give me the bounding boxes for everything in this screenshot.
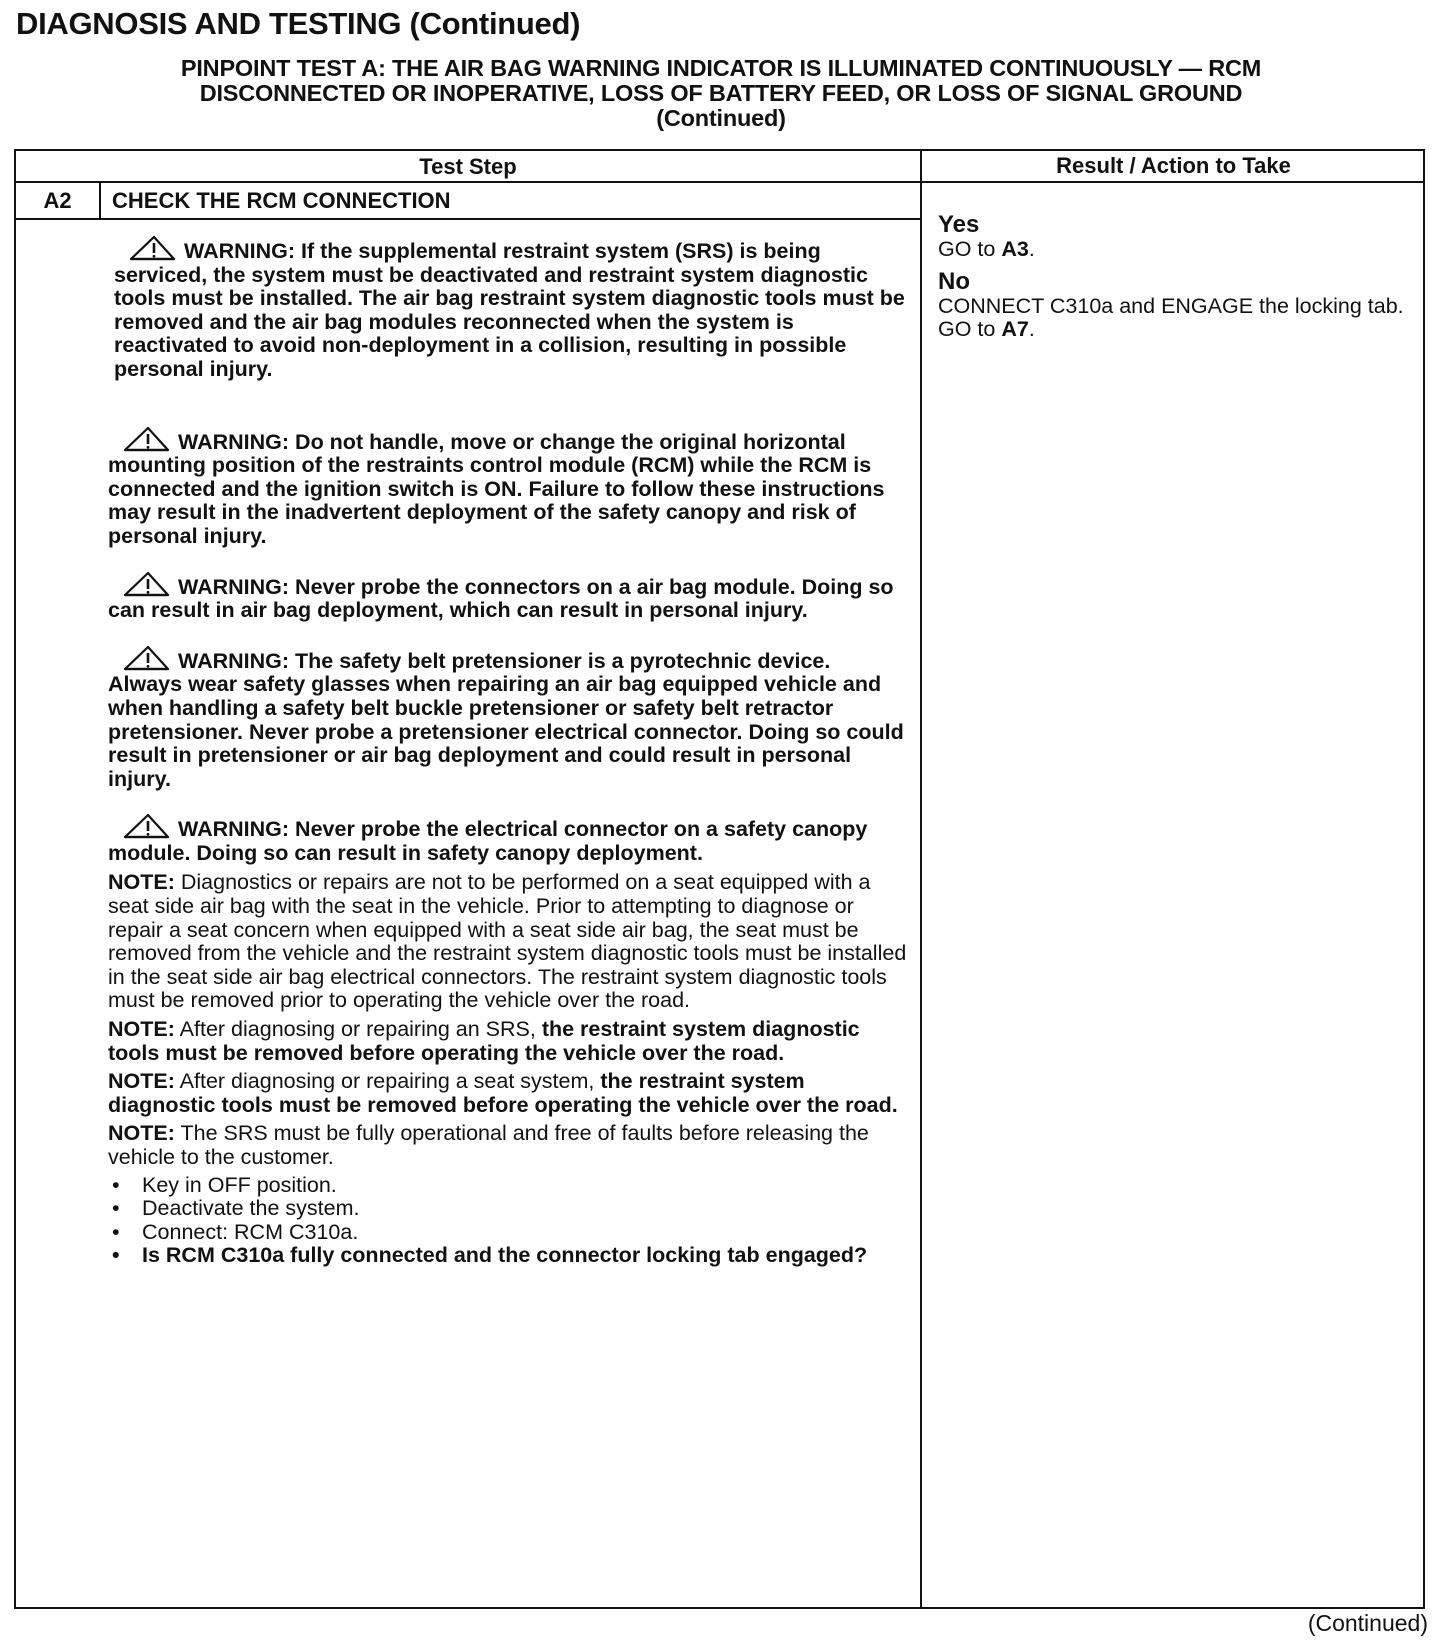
- list-item: • Connect: RCM C310a.: [108, 1221, 908, 1245]
- action-text: GO to: [938, 237, 1002, 261]
- action-punct: .: [1028, 317, 1035, 342]
- note-after-srs: [108, 1018, 908, 1065]
- note-text: After diagnosing or repairing a seat system,: [174, 1069, 601, 1094]
- subtitle-line-3: (Continued): [656, 105, 786, 131]
- test-table: [14, 149, 1425, 1609]
- warning-safety-canopy: [108, 813, 908, 865]
- procedure-list: [108, 1174, 908, 1268]
- note-label: NOTE:: [108, 1017, 175, 1042]
- step-title: CHECK THE RCM CONNECTION: [112, 188, 451, 213]
- warning-text: WARNING: If the supplemental restraint system (SRS) is being serviced, the system must be deactivated and restraint system diagnostic tools must be installed. The air bag restraint system diagnostic tools must be removed and the air bag modules reconnected when the system is reactivated to avoid non-deployment in a collision, resulting in possible personal injury.: [114, 239, 905, 381]
- column-header-result: Result / Action to Take: [1056, 153, 1291, 178]
- column-divider: [920, 151, 922, 1607]
- action-text: CONNECT C310a and ENGAGE the locking tab. GO to: [938, 293, 1404, 342]
- step-title-divider: [16, 218, 920, 220]
- note-text: The SRS must be fully operational and free of faults before releasing the vehicle to the customer.: [108, 1121, 869, 1169]
- subtitle-line-1: PINPOINT TEST A: THE AIR BAG WARNING INDICATOR IS ILLUMINATED CONTINUOUSLY — RCM: [180, 55, 1262, 81]
- note-after-seat: [108, 1070, 908, 1117]
- warning-airbag-probe: [108, 571, 908, 623]
- list-item: • Deactivate the system.: [108, 1197, 908, 1221]
- result-yes-label: Yes: [938, 211, 980, 238]
- note-seat-side-airbag: [108, 871, 908, 1013]
- page-title: DIAGNOSIS AND TESTING (Continued): [16, 6, 581, 41]
- step-reference-a3: A3: [1001, 237, 1029, 261]
- warning-text: WARNING: Never probe the electrical connector on a safety canopy module. Doing so can result in safety canopy deployment.: [108, 817, 868, 865]
- warning-srs-service: [114, 235, 908, 382]
- note-srs-operational: [108, 1122, 908, 1169]
- pinpoint-test-heading: [16, 56, 1426, 131]
- step-reference-a7: A7: [1001, 317, 1029, 342]
- note-text: After diagnosing or repairing an SRS,: [174, 1017, 542, 1042]
- column-header-test-step: Test Step: [419, 154, 517, 179]
- warning-text: WARNING: Never probe the connectors on a air bag module. Doing so can result in air bag deployment, which can result in personal injury.: [108, 574, 894, 623]
- warning-triangle-icon: [122, 571, 170, 597]
- test-step-content: [108, 235, 908, 1268]
- note-emphasis: the restraint system diagnostic tools must be removed before operating the vehicle over the road.: [108, 1017, 860, 1065]
- warning-rcm-mounting: [108, 426, 908, 549]
- warning-triangle-icon: [122, 645, 170, 671]
- note-label: NOTE:: [108, 1069, 175, 1094]
- result-no-action: [938, 295, 1418, 342]
- continued-footer: (Continued): [1307, 1610, 1428, 1636]
- note-label: NOTE:: [108, 1121, 175, 1146]
- note-label: NOTE:: [108, 870, 175, 895]
- warning-triangle-icon: [122, 426, 170, 452]
- note-text: Diagnostics or repairs are not to be performed on a seat equipped with a seat side air bag with the seat in the vehicle. Prior to attempting to diagnose or repair a seat concern when equipped with a seat side air bag, the seat must be removed from the vehicle and the restraint system diagnostic tools must be installed in the seat side air bag electrical connectors. The restraint system diagnostic tools must be removed prior to operating the vehicle over the road.: [108, 870, 907, 1013]
- step-id-divider: [99, 183, 101, 218]
- warning-triangle-icon: [122, 813, 170, 839]
- result-yes-action: [938, 238, 1418, 262]
- warning-text: WARNING: Do not handle, move or change the original horizontal mounting position of the restraints control module (RCM) while the RCM is connected and the ignition switch is ON. Failure to follow these instructions may result in the inadvertent deployment of the safety canopy and risk of personal injury.: [108, 429, 885, 548]
- result-actions: [938, 211, 1418, 348]
- subtitle-line-2: DISCONNECTED OR INOPERATIVE, LOSS OF BATTERY FEED, OR LOSS OF SIGNAL GROUND: [199, 80, 1243, 106]
- list-item: • Key in OFF position.: [108, 1174, 908, 1198]
- note-emphasis: the restraint system diagnostic tools must be removed before operating the vehicle over the road.: [108, 1069, 898, 1117]
- warning-text: WARNING: The safety belt pretensioner is a pyrotechnic device. Always wear safety glasses when repairing an air bag equipped vehicle and when handling a safety belt buckle pretensioner or safety belt retractor pretensioner. Never probe a pretensioner electrical connector. Doing so could result in pretensioner or air bag deployment and could result in personal injury.: [108, 648, 904, 791]
- result-no-label: No: [938, 267, 970, 295]
- action-punct: .: [1028, 237, 1035, 261]
- step-id: A2: [43, 188, 72, 213]
- step-question: • Is RCM C310a fully connected and the connector locking tab engaged?: [108, 1244, 908, 1268]
- warning-pretensioner: [108, 645, 908, 792]
- warning-triangle-icon: [128, 235, 176, 261]
